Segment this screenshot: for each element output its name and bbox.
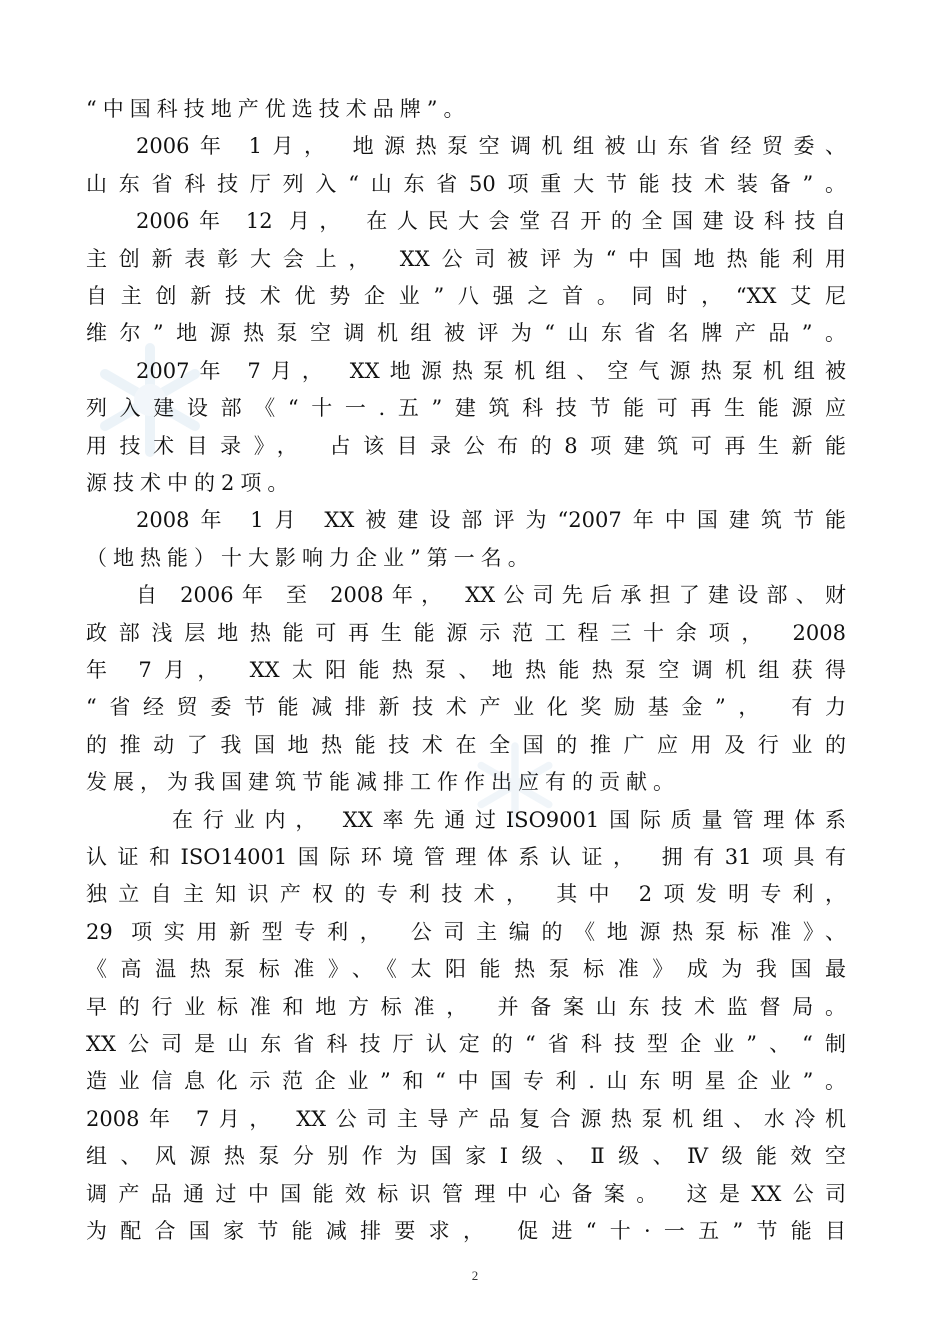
text-line: 早的行业标准和地方标准， 并备案山东技术监督局。 (86, 995, 846, 1019)
text-line: 列入建设部《“十一.五”建筑科技节能可再生能源应 (86, 396, 846, 420)
text-line: 维尔”地源热泵空调机组被评为“山东省名牌产品”。 (86, 321, 846, 345)
text-line: 2007年 7月， XX地源热泵机组、空气源热泵机组被 (136, 359, 846, 383)
page-number: 2 (471, 1268, 479, 1283)
text-line: （地热能）十大影响力企业”第一名。 (86, 546, 535, 570)
text-line: 2008年 1月 XX被建设部评为“2007年中国建筑节能 (136, 508, 846, 532)
text-line: 调产品通过中国能效标识管理中心备案。 这是XX公司 (86, 1182, 846, 1206)
text-line: 2006年 1月， 地源热泵空调机组被山东省经贸委、 (136, 134, 846, 158)
text-line: 自 2006年 至 2008年， XX公司先后承担了建设部、财 (136, 583, 846, 607)
text-line: “中国科技地产优选技术品牌”。 (86, 97, 471, 121)
text-line: 为配合国家节能减排要求， 促进“十·一五”节能目 (86, 1219, 846, 1243)
text-line: 2006年 12 月， 在人民大会堂召开的全国建设科技自 (136, 209, 846, 233)
text-line: 发展，为我国建筑节能减排工作作出应有的贡献。 (86, 770, 680, 794)
text-line: 自主创新技术优势企业”八强之首。同时，“XX艾尼 (86, 284, 846, 308)
text-line: 造业信息化示范企业”和“中国专利.山东明星企业”。 (86, 1069, 846, 1093)
text-line: 山东省科技厅列入“山东省50项重大节能技术装备”。 (86, 172, 846, 196)
text-line: 源技术中的2项。 (86, 471, 295, 495)
text-line: 2008年 7月， XX公司主导产品复合源热泵机组、水冷机 (86, 1107, 846, 1131)
text-line: 《高温热泵标准》、《太阳能热泵标准》成为我国最 (86, 957, 846, 981)
text-line: 主创新表彰大会上， XX公司被评为“中国地热能利用 (86, 247, 846, 271)
text-line: 29 项实用新型专利， 公司主编的《地源热泵标准》、 (86, 920, 846, 944)
text-line: 用技术目录》， 占该目录公布的8项建筑可再生新能 (86, 434, 846, 458)
text-line: 组、风源热泵分别作为国家Ⅰ级、Ⅱ级、Ⅳ级能效空 (86, 1144, 846, 1168)
text-line: 的推动了我国地热能技术在全国的推广应用及行业的 (86, 733, 846, 757)
text-line: 独立自主知识产权的专利技术， 其中 2项发明专利， (86, 882, 846, 906)
text-line: XX公司是山东省科技厅认定的“省科技型企业”、“制 (86, 1032, 846, 1056)
text-line: 政部浅层地热能可再生能源示范工程三十余项， 2008 (86, 621, 846, 645)
text-line: 年 7月， XX太阳能热泵、地热能热泵空调机组获得 (86, 658, 846, 682)
text-line: “省经贸委节能减排新技术产业化奖励基金”， 有力 (86, 695, 846, 719)
text-line: 认证和ISO14001国际环境管理体系认证， 拥有31项具有 (86, 845, 846, 869)
text-line: 在行业内， XX率先通过ISO9001国际质量管理体系 (172, 808, 846, 832)
